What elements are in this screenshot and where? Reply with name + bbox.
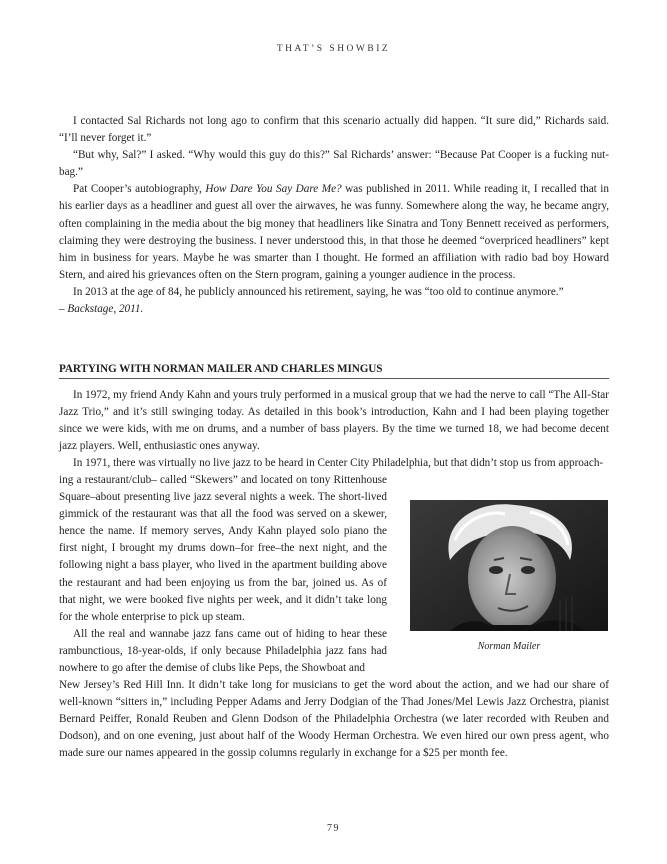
section2-text-bottom (59, 677, 609, 762)
page-number: 79 (327, 823, 340, 834)
section-heading: PARTYING WITH NORMAN MAILER AND CHARLES MINGUS (59, 363, 609, 379)
source-citation: – Backstage, 2011. (59, 303, 144, 316)
paragraph: “But why, Sal?” I asked. “Why would this guy do this?” Sal Richards’ answer: “Because Pat Cooper is a fucking nut-bag.” (59, 149, 609, 179)
paragraph: In 1972, my friend Andy Kahn and yours truly performed in a musical group that we had the nerve to call “The All-Star Jazz Trio,” and it’s still swinging today. As detailed in this book’s introduction, Kahn and I had been playing together since we were kids, with me on drums, and a number of bass players. By the time we turned 18, we had become decent jazz players. Well, enthusiastic ones anyway. (59, 389, 609, 453)
section2-text-full (59, 387, 609, 472)
norman-mailer-photo (410, 500, 608, 631)
paragraph (59, 181, 609, 284)
section2-text-wrapped (59, 472, 387, 677)
text-run: was published in 2011. While reading it, I recalled that in his earlier days as a headliner and guest all over the airwaves, he was funny. Somewhere along the way, he became angry, often complaining in the media about the big money that headliners like Sinatra and Tony Bennett received as performers, claiming they were destroying the business. I never understood this, in that those he deemed “overpriced headliners” kept him in business for years. Maybe he was smarter than I thought. He formed an affiliation with radio bad boy Howard Stern, and aired his grievances often on the Stern program, gaining a younger audience in the process. (59, 183, 610, 281)
photo-caption: Norman Mailer (477, 641, 541, 652)
paragraph: All the real and wannabe jazz fans came out of hiding to hear these rambunctious, 18-year-olds, if only because Philadelphia jazz fans had nowhere to go after the demise of clubs like Peps, the Showboat and (59, 627, 387, 675)
paragraph: New Jersey’s Red Hill Inn. It didn’t take long for musicians to get the word about the action, and we had our share of well-known “sitters in,” including Pepper Adams and Jerry Dodgian of the Thad Jones/Mel Lewis Jazz Orchestra, pianist Bernard Peiffer, Ronald Reuben and Glenn Dodson of the Philadelphia Orchestra (we later recorded with Reuben and Dodson), and on one evening, just about half of the Woody Herman Orchestra. We even hired our own press agent, who made sure our names appeared in the gossip columns regularly in exchange for a $25 per month fee. (59, 679, 609, 760)
book-title: How Dare You Say Dare Me? (205, 183, 342, 196)
paragraph: ing a restaurant/club– called “Skewers” and located on tony Rittenhouse Square–about presenting live jazz several nights a week. The short-lived gimmick of the restaurant was that all the food was served on a skewer, hence the name. If memory serves, Andy Kahn played solo piano the first night, I brought my drums down–for free–the next night, and the following night a bass player, who lived in the apartment building above the restaurant and had been enjoying us from the bar, joined us. As of that night, we were booked five nights per week, and it didn’t take long for the whole enterprise to pick up steam. (59, 474, 387, 623)
portrait-image (410, 500, 608, 631)
running-head: THAT’S SHOWBIZ (276, 44, 391, 54)
paragraph (59, 284, 609, 318)
section1-text (59, 113, 609, 318)
paragraph: I contacted Sal Richards not long ago to confirm that this scenario actually did happen. “It sure did,” Richards said. “I’ll never forget it.” (59, 115, 609, 145)
text-run: Pat Cooper’s autobiography, (73, 183, 206, 196)
paragraph: In 1971, there was virtually no live jazz to be heard in Center City Philadelphia, but that didn’t stop us from approach- (73, 457, 604, 470)
text-run: In 2013 at the age of 84, he publicly announced his retirement, saying, he was “too old to continue anymore.” (73, 285, 564, 298)
